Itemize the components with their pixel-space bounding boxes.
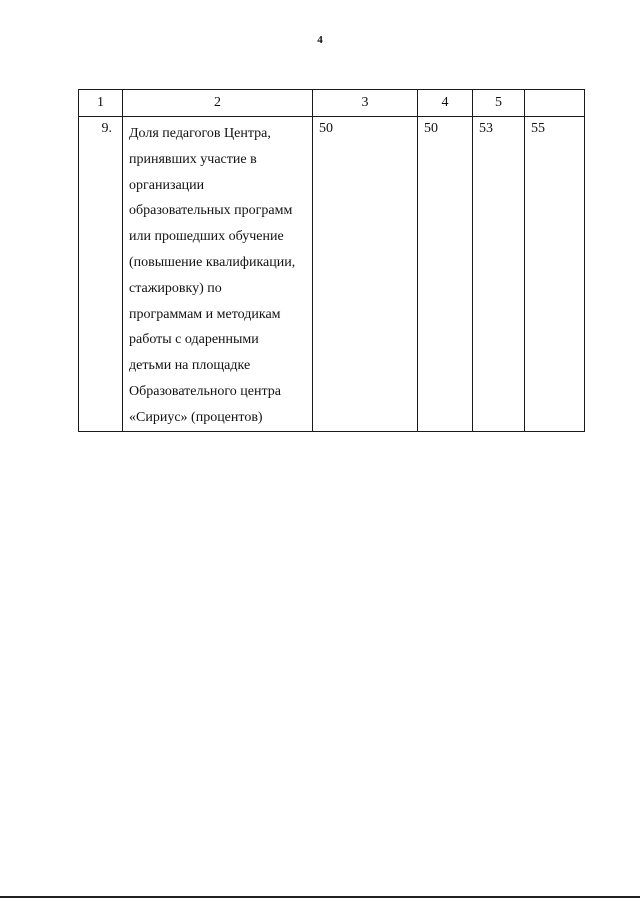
description-line: или прошедших обучение <box>129 229 284 245</box>
value-col-4: 50 <box>418 117 473 432</box>
column-header-2: 2 <box>123 90 313 117</box>
column-header-5: 5 <box>473 90 525 117</box>
value-col-5: 53 <box>473 117 525 432</box>
table-row <box>79 117 585 432</box>
column-header-6 <box>525 90 585 117</box>
indicator-description <box>123 117 313 432</box>
row-number: 9. <box>79 117 123 432</box>
description-line: (повышение квалификации, <box>129 254 296 270</box>
description-line: Образовательного центра <box>129 383 281 399</box>
description-line: детьми на площадке <box>129 358 251 374</box>
description-line: принявших участие в <box>129 151 257 167</box>
description-line: Доля педагогов Центра, <box>129 126 271 141</box>
column-header-3: 3 <box>313 90 418 117</box>
value-col-3: 50 <box>313 117 418 432</box>
description-line: образовательных программ <box>129 203 293 219</box>
description-line: организации <box>129 177 205 193</box>
description-line: стажировку) по <box>129 280 222 296</box>
indicator-table <box>78 89 585 432</box>
bottom-rule <box>0 896 640 898</box>
table-header-row <box>79 90 585 117</box>
page-number: 4 <box>317 34 323 46</box>
column-header-1: 1 <box>79 90 123 117</box>
description-line: «Сириус» (процентов) <box>129 409 263 425</box>
description-line: программам и методикам <box>129 306 281 322</box>
value-col-6: 55 <box>525 117 585 432</box>
description-line: работы с одаренными <box>129 332 259 348</box>
column-header-4: 4 <box>418 90 473 117</box>
